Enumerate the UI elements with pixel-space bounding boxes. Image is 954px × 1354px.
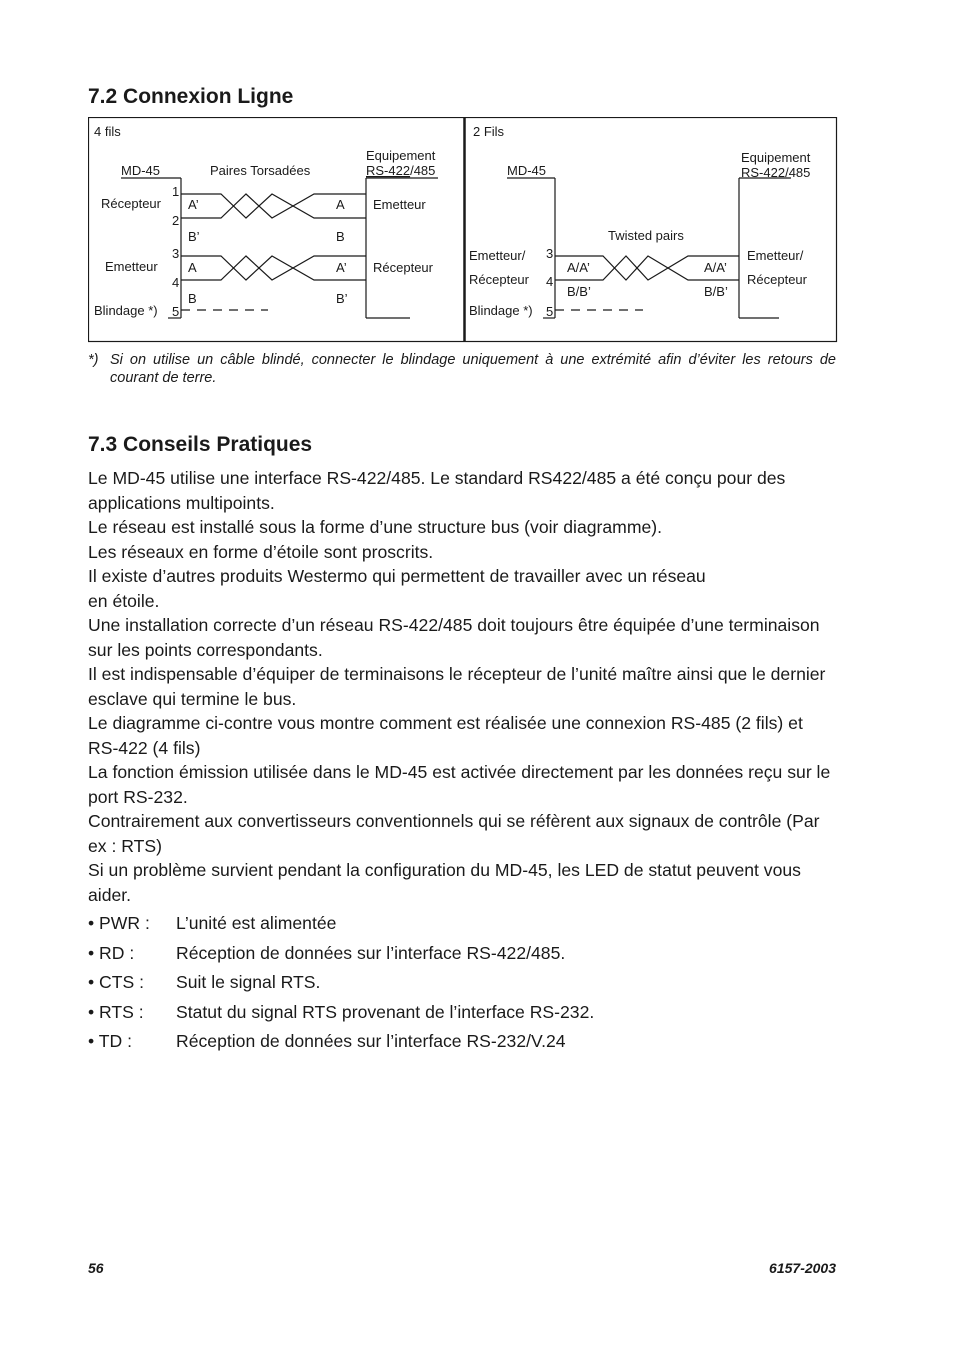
paragraph: Le réseau est installé sous la forme d’une structure bus (voir diagramme). [88,517,663,537]
four-wire-equip-line1: Equipement [366,148,436,163]
four-wire-equip-recepteur: Récepteur [373,260,433,275]
two-wire-pin-5: 5 [546,304,554,319]
led-item-cts [88,970,788,1000]
section-title-connexion: 7.2 Connexion Ligne [88,85,294,108]
two-wire-equip-line1: Equipement [741,150,811,165]
page-number: 56 [88,1260,104,1276]
led-desc: Réception de données sur l’interface RS-232/V.24 [176,1031,566,1051]
paragraph: Le diagramme ci-contre vous montre comment est réalisée une connexion RS-485 (2 fils) et RS-422 (4 fils) [88,713,803,758]
four-wire-title: 4 fils [94,124,121,139]
two-wire-recepteur-label: Récepteur [469,272,529,287]
paragraph: Les réseaux en forme d’étoile sont proscrits. [88,541,434,562]
footnote-text: Si on utilise un câble blindé, connecter le blindage uniquement à une extrémité afin d’éviter les retours de courant de terre. [110,352,836,386]
two-wire-equip-recepteur: Récepteur [747,272,807,287]
footnote [88,351,836,387]
two-wire-title: 2 Fils [473,124,505,139]
led-desc: Réception de données sur l’interface RS-422/485. [176,942,566,963]
four-wire-left-signal: A’ [188,197,199,212]
led-key: • RTS : [88,1001,144,1022]
two-wire-pin-4: 4 [546,274,554,289]
four-wire-blindage-label: Blindage *) [94,303,158,318]
led-key: • PWR : [88,913,150,933]
two-wire-right-signal: B/B’ [704,284,728,299]
two-wire-equip-emetteur: Emetteur/ [747,248,804,263]
two-wire-pin-3: 3 [546,246,554,261]
led-key: • TD : [88,1031,132,1051]
conseils-body [88,466,838,907]
diagram-frame [89,118,837,342]
led-item-pwr [88,911,788,941]
two-wire-left-signal: A/A’ [567,260,590,275]
four-wire-right-signal: A’ [336,260,347,275]
led-desc: Statut du signal RTS provenant de l’interface RS-232. [176,1001,595,1022]
paragraph: en étoile. [88,590,160,611]
led-key: • RD : [88,942,135,963]
four-wire-pin-3: 3 [172,246,180,261]
two-wire-left-signal: B/B’ [567,284,591,299]
four-wire-pairs-label: Paires Torsadées [210,163,311,178]
led-desc: L’unité est alimentée [176,913,337,933]
led-desc: Suit le signal RTS. [176,972,321,992]
led-status-list [88,911,788,1059]
section-title-conseils: 7.3 Conseils Pratiques [88,433,313,456]
four-wire-left-signal: B [188,291,197,306]
four-wire-device: MD-45 [121,163,161,178]
led-item-rts [88,1000,788,1030]
paragraph: Contrairement aux convertisseurs conventionnels qui se réfèrent aux signaux de contrôle (Par ex : RTS) [88,811,820,856]
paragraph: Si un problème survient pendant la configuration du MD-45, les LED de statut peuvent vous aider. [88,860,801,905]
paragraph: Une installation correcte d’un réseau RS-422/485 doit toujours être équipée d’une terminaison sur les points correspondants. [88,615,820,660]
two-wire-blindage-label: Blindage *) [469,303,533,318]
four-wire-equip-emetteur: Emetteur [373,197,426,212]
four-wire-left-signal: B’ [188,229,200,244]
led-key: • CTS : [88,972,145,992]
two-wire-device: MD-45 [507,163,547,178]
four-wire-right-signal: B [336,229,345,244]
four-wire-emetteur-label: Emetteur [105,259,158,274]
two-wire-pairs-label: Twisted pairs [608,228,684,243]
four-wire-pin-4: 4 [172,275,180,290]
four-wire-left-signal: A [188,260,197,275]
four-wire-right-signal: B’ [336,291,348,306]
four-wire-right-signal: A [336,197,345,212]
paragraph: Le MD-45 utilise une interface RS-422/485. Le standard RS422/485 a été conçu pour des applications multipoints. [88,468,786,513]
two-wire-emetteur-label: Emetteur/ [469,248,526,263]
paragraph: La fonction émission utilisée dans le MD-45 est activée directement par les données reçu sur le port RS-232. [88,762,831,807]
four-wire-pin-1: 1 [172,184,180,199]
four-wire-pin-2: 2 [172,213,180,228]
paragraph: Il existe d’autres produits Westermo qui permettent de travailler avec un réseau [88,566,706,586]
led-item-rd [88,941,788,971]
paragraph: Il est indispensable d’équiper de terminaisons le récepteur de l’unité maître ainsi que le dernier esclave qui termine le bus. [88,664,826,709]
four-wire-equip-line2: RS-422/485 [366,163,436,178]
footnote-mark: *) [88,352,99,368]
led-item-td [88,1029,788,1059]
doc-code: 6157-2003 [769,1260,836,1276]
two-wire-equip-line2: RS-422/485 [741,165,811,180]
four-wire-pin-5: 5 [172,304,180,319]
connection-diagram [88,117,838,344]
two-wire-right-signal: A/A’ [704,260,727,275]
four-wire-recepteur-label: Récepteur [101,196,161,211]
